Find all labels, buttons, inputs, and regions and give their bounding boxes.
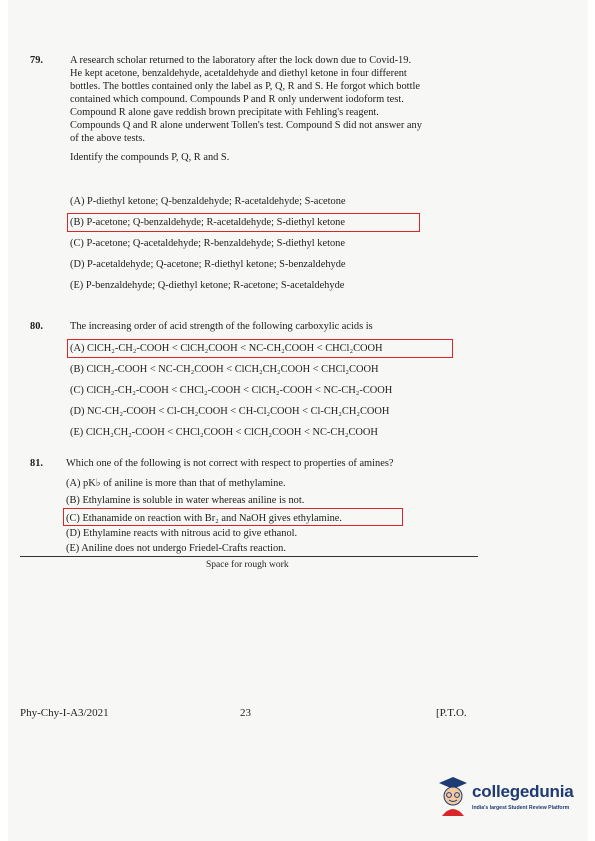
question-stem: Which one of the following is not correct with respect to properties of amines? — [66, 458, 394, 469]
stem-line: of the above tests. — [70, 133, 146, 144]
graduate-avatar-icon — [436, 774, 470, 818]
question-number: 79. — [30, 55, 43, 66]
logo-wordmark: collegedunia — [472, 782, 574, 801]
option-e: (E) Aniline does not undergo Friedel-Crafts reaction. — [66, 543, 286, 554]
question-stem: The increasing order of acid strength of the following carboxylic acids is — [70, 321, 373, 332]
option-d: (D) NC-CH₂-COOH < Cl-CH₂COOH < CH-Cl₂COOH < Cl-CH₂CH₂COOH — [70, 406, 390, 417]
stem-line: A research scholar returned to the laboratory after the lock down due to Covid-19. — [70, 55, 412, 66]
answer-highlight-box — [67, 213, 420, 232]
answer-highlight-box — [67, 339, 453, 358]
option-a: (A) P-diethyl ketone; Q-benzaldehyde; R-acetaldehyde; S-acetone — [70, 196, 346, 207]
option-b: (B) Ethylamine is soluble in water whereas aniline is not. — [66, 495, 305, 506]
paper-code: Phy-Chy-I-A3/2021 — [20, 707, 109, 719]
stem-line: Compounds Q and R alone underwent Tollen's test. Compound S did not answer any — [70, 120, 422, 131]
option-b: (B) ClCH₂-COOH < NC-CH₂COOH < ClCH₂CH₂COOH < CHCl₂COOH — [70, 364, 379, 375]
question-number: 81. — [30, 458, 43, 469]
stem-line: Compound R alone gave reddish brown precipitate with Fehling's reagent. — [70, 107, 379, 118]
exam-page — [8, 0, 588, 841]
collegedunia-logo — [436, 774, 595, 824]
question-instruction: Identify the compounds P, Q, R and S. — [70, 152, 230, 163]
answer-highlight-box — [63, 508, 403, 526]
option-b: (B) P-acetone; Q-benzaldehyde; R-acetaldehyde; S-diethyl ketone — [70, 217, 345, 228]
logo-tagline: India's largest Student Review Platform — [472, 805, 570, 811]
option-c: (C) P-acetone; Q-acetaldehyde; R-benzaldehyde; S-diethyl ketone — [70, 238, 345, 249]
option-e: (E) P-benzaldehyde; Q-diethyl ketone; R-acetone; S-acetaldehyde — [70, 280, 345, 291]
page-number: 23 — [240, 707, 251, 719]
divider-line — [20, 556, 478, 557]
stem-line: contained which compound. Compounds P and R only underwent iodoform test. — [70, 94, 404, 105]
stem-line: He kept acetone, benzaldehyde, acetaldehyde and diethyl ketone in four different — [70, 68, 407, 79]
option-e: (E) ClCH₂CH₂-COOH < CHCl₂COOH < ClCH₂COOH < NC-CH₂COOH — [70, 427, 378, 438]
option-c: (C) Ethanamide on reaction with Br₂ and NaOH gives ethylamine. — [66, 513, 343, 524]
rough-work-label: Space for rough work — [206, 560, 289, 570]
option-d: (D) Ethylamine reacts with nitrous acid to give ethanol. — [66, 528, 298, 539]
pto-label: [P.T.O. — [436, 707, 467, 719]
option-c: (C) ClCH₂-CH₂-COOH < CHCl₂-COOH < ClCH₂-COOH < NC-CH₂-COOH — [70, 385, 393, 396]
option-d: (D) P-acetaldehyde; Q-acetone; R-diethyl ketone; S-benzaldehyde — [70, 259, 346, 270]
question-number: 80. — [30, 321, 43, 332]
stem-line: bottles. The bottles contained only the label as P, Q, R and S. He forgot which bottle — [70, 81, 420, 92]
option-a: (A) pK♭ of aniline is more than that of methylamine. — [66, 478, 286, 489]
option-a: (A) ClCH₂-CH₂-COOH < ClCH₂COOH < NC-CH₂COOH < CHCl₂COOH — [70, 343, 383, 354]
